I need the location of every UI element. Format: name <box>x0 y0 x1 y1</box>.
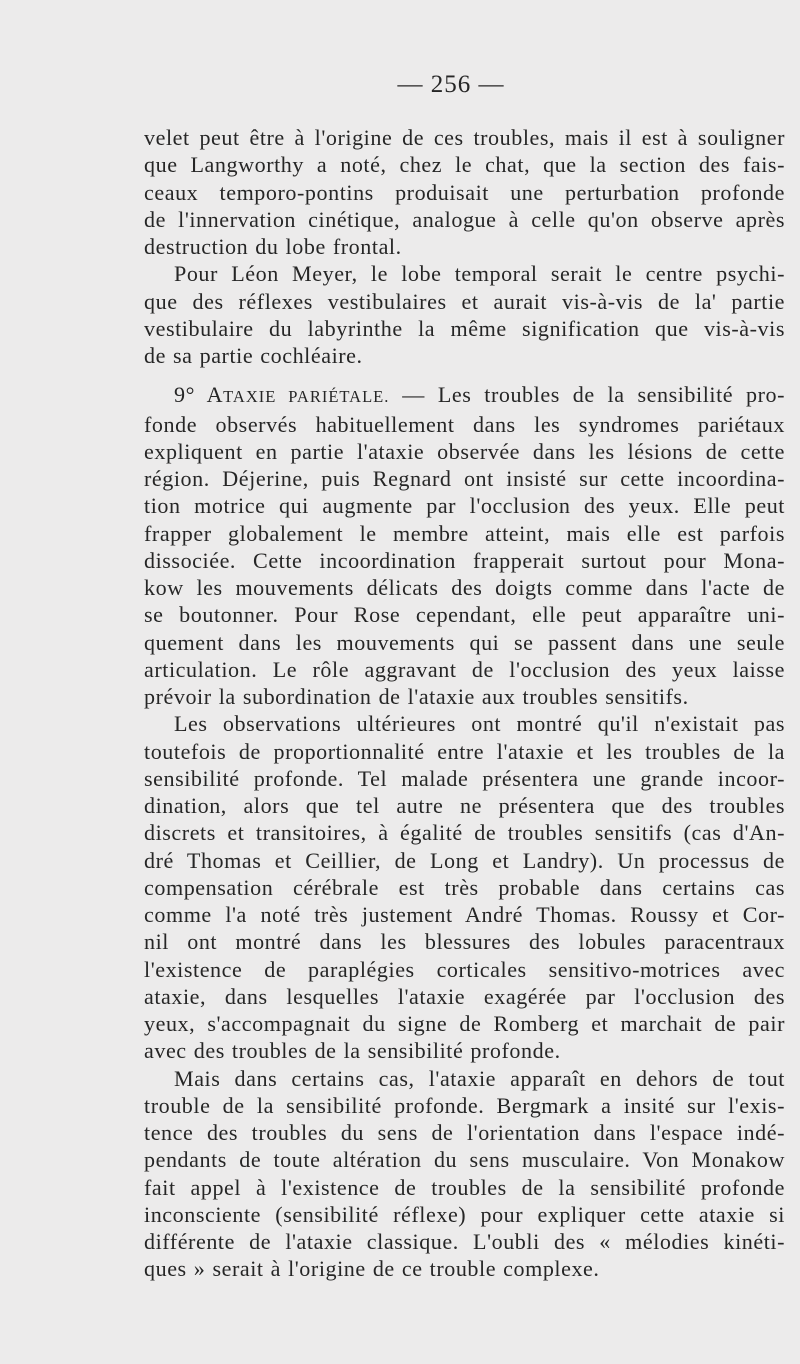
text-line: dré Thomas et Ceillier, de Long et Landry). Un processus de <box>144 847 785 873</box>
text-line: de l'innervation cinétique, analogue à celle qu'on observe après <box>144 206 785 232</box>
paragraph <box>144 124 785 260</box>
text-line: pendants de toute altération du sens musculaire. Von Monakow <box>144 1147 785 1173</box>
text-line: ques » serait à l'origine de ce trouble complexe. <box>144 1256 600 1282</box>
text-line: kow les mouvements délicats des doigts comme dans l'acte de <box>144 575 785 600</box>
page-number: — 256 — <box>397 71 505 98</box>
text-line: yeux, s'accompagnait du signe de Romberg et marchait de pair <box>144 1011 785 1036</box>
paragraph <box>144 260 785 369</box>
text-line: ceaux temporo-pontins produisait une perturbation profonde <box>144 179 785 205</box>
text-line: région. Déjerine, puis Regnard ont insisté sur cette incoordina- <box>144 466 785 491</box>
text-line: destruction du lobe frontal. <box>144 234 402 259</box>
section-title-initial: A <box>206 382 224 408</box>
section-title-rest: TAXIE PARIÉTALE. <box>223 387 390 407</box>
text-line: discrets et transitoires, à égalité de troubles sensitifs (cas d'An- <box>144 820 785 846</box>
text-line: que des réflexes vestibulaires et aurait vis-à-vis de la' partie <box>144 288 785 314</box>
text-line: prévoir la subordination de l'ataxie aux troubles sensitifs. <box>144 684 689 709</box>
text-line: toutefois de proportionnalité entre l'ataxie et les troubles de la <box>144 738 785 764</box>
section-dash: — <box>402 382 425 408</box>
text-line: comme l'a noté très justement André Thomas. Roussy et Cor- <box>144 902 785 927</box>
text-line: l'existence de paraplégies corticales sensitivo-motrices avec <box>144 956 785 982</box>
paragraph <box>144 710 785 1064</box>
text-line: ataxie, dans lesquelles l'ataxie exagérée par l'occlusion des <box>144 983 785 1009</box>
paragraph <box>144 1065 785 1283</box>
text-line: fait appel à l'existence de troubles de la sensibilité profonde <box>144 1174 785 1200</box>
text-line: fonde observés habituellement dans les syndromes pariétaux <box>144 411 785 437</box>
text-line: quement dans les mouvements qui se passent dans une seule <box>144 629 785 655</box>
text-line: dissociée. Cette incoordination frapperait surtout pour Mona- <box>144 547 785 573</box>
text-line: tence des troubles du sens de l'orientation dans l'espace indé- <box>144 1120 785 1145</box>
text-fragment: Les troubles de la sensibilité pro- <box>437 382 786 408</box>
text-line: se boutonner. Pour Rose cependant, elle peut apparaître uni- <box>144 602 785 628</box>
text-line: tion motrice qui augmente par l'occlusion des yeux. Elle peut <box>144 493 785 519</box>
section-paragraph <box>144 381 785 710</box>
text-line: inconsciente (sensibilité réflexe) pour expliquer cette ataxie si <box>144 1201 785 1227</box>
section-gap <box>144 369 785 381</box>
text-line: sensibilité profonde. Tel malade présentera une grande incoor- <box>144 765 785 791</box>
text-line: différente de l'ataxie classique. L'oubli des « mélodies kinéti- <box>144 1229 785 1254</box>
text-line: compensation cérébrale est très probable dans certains cas <box>144 874 785 900</box>
text-line: vestibulaire du labyrinthe la même signification que vis-à-vis <box>144 315 785 341</box>
text-line: dination, alors que tel autre ne présentera que des troubles <box>144 793 785 818</box>
text-line: Mais dans certains cas, l'ataxie apparaît en dehors de tout <box>174 1065 785 1091</box>
text-line: Pour Léon Meyer, le lobe temporal serait le centre psychi- <box>174 261 785 287</box>
section-number: 9° <box>174 382 195 408</box>
text-line-with-heading <box>144 381 785 410</box>
text-line: frapper globalement le membre atteint, mais elle est parfois <box>144 520 785 546</box>
text-line: Les observations ultérieures ont montré qu'il n'existait pas <box>174 711 785 737</box>
text-line: de sa partie cochléaire. <box>144 343 363 368</box>
text-line: avec des troubles de la sensibilité profonde. <box>144 1038 561 1064</box>
text-line: trouble de la sensibilité profonde. Bergmark a insité sur l'exis- <box>144 1092 785 1118</box>
text-line: nil ont montré dans les blessures des lobules paracentraux <box>144 929 785 955</box>
text-line: velet peut être à l'origine de ces troubles, mais il est à souligner <box>144 125 785 150</box>
body-text <box>144 124 785 1283</box>
text-line: que Langworthy a noté, chez le chat, que la section des fais- <box>144 152 785 178</box>
text-line: expliquent en partie l'ataxie observée dans les lésions de cette <box>144 438 785 464</box>
text-line: articulation. Le rôle aggravant de l'occlusion des yeux laisse <box>144 656 785 682</box>
section-title <box>207 382 390 407</box>
